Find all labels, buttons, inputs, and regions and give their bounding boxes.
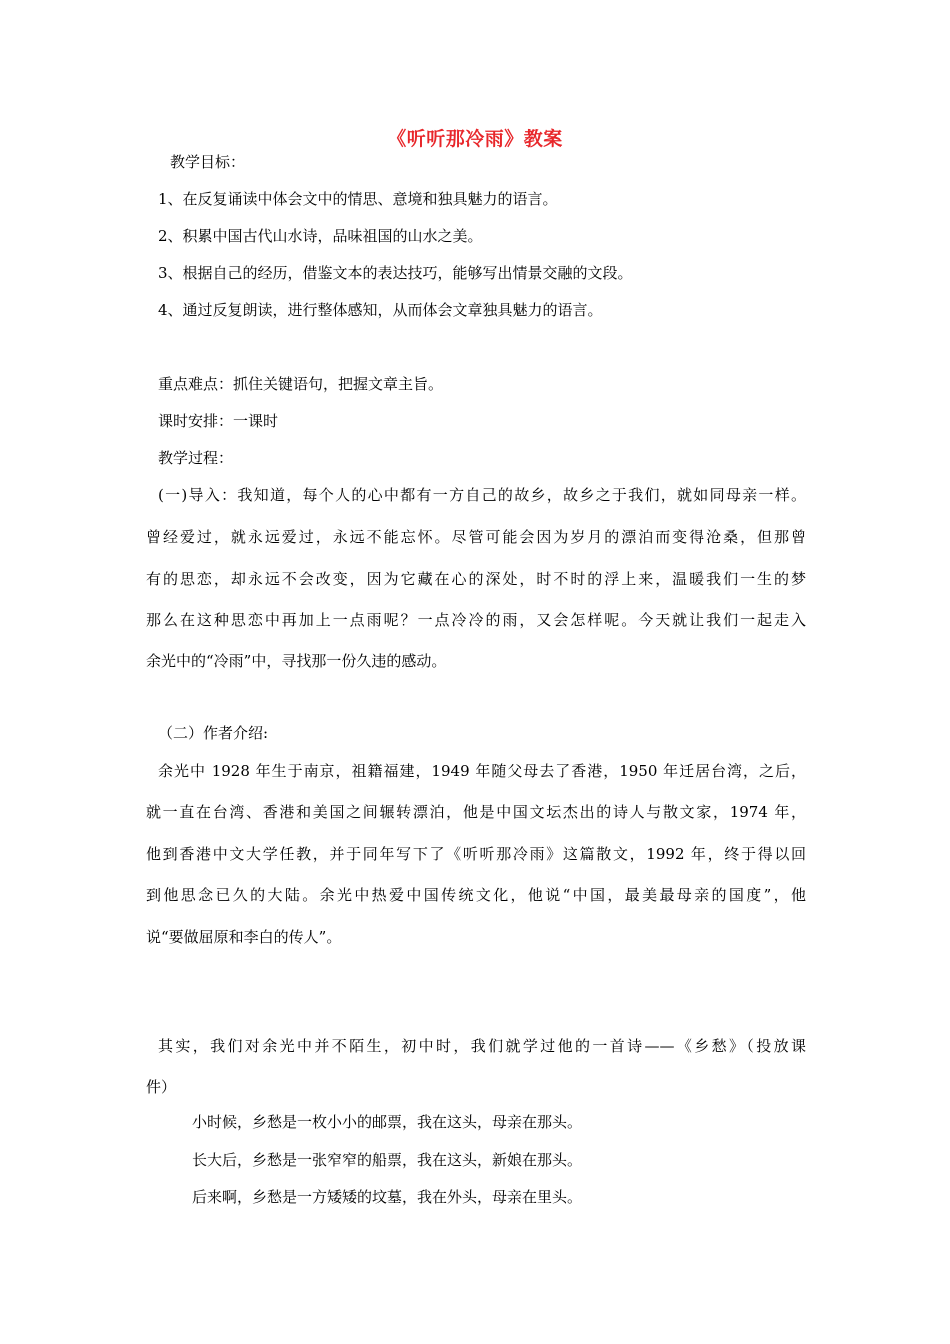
poem-intro-line-2: 件） [146,1078,177,1096]
author-line-4: 到他思念已久的大陆。余光中热爱中国传统文化，他说“中国，最美最母亲的国度”，他 [146,886,806,904]
goal-item-1: 1、在反复诵读中体会文中的情思、意境和独具魅力的语言。 [158,190,558,208]
poem-line-2: 长大后，乡愁是一张窄窄的船票，我在这头，新娘在那头。 [192,1151,583,1169]
poem-line-3: 后来啊，乡愁是一方矮矮的坟墓，我在外头，母亲在里头。 [192,1188,583,1206]
intro-line-2: 曾经爱过，就永远爱过，永远不能忘怀。尽管可能会因为岁月的漂泊而变得沧桑，但那曾 [146,528,806,546]
intro-line-5: 余光中的“冷雨”中，寻找那一份久违的感动。 [146,652,447,670]
goal-item-4: 4、通过反复朗读，进行整体感知，从而体会文章独具魅力的语言。 [158,301,603,319]
document-title: 《听听那冷雨》教案 [387,128,563,150]
intro-line-1: (一)导入：我知道，每个人的心中都有一方自己的故乡，故乡之于我们，就如同母亲一样。 [158,486,806,504]
author-line-5: 说“要做屈原和李白的传人”。 [146,928,342,946]
author-heading: （二）作者介绍: [158,724,269,742]
schedule: 课时安排：一课时 [158,412,279,430]
goals-heading: 教学目标： [170,153,246,171]
poem-line-1: 小时候，乡愁是一枚小小的邮票，我在这头，母亲在那头。 [192,1113,583,1131]
process-heading: 教学过程： [158,449,234,467]
author-line-2: 就一直在台湾、香港和美国之间辗转漂泊，他是中国文坛杰出的诗人与散文家，1974 年， [146,803,806,821]
author-line-1: 余光中 1928 年生于南京，祖籍福建，1949 年随父母去了香港，1950 年迁居台湾，之后， [158,762,806,780]
goal-item-2: 2、积累中国古代山水诗，品味祖国的山水之美。 [158,227,483,245]
poem-intro-line-1: 其实，我们对余光中并不陌生，初中时，我们就学过他的一首诗——《乡愁》（投放课 [158,1037,806,1055]
key-points: 重点难点：抓住关键语句，把握文章主旨。 [158,375,444,393]
goal-item-3: 3、根据自己的经历，借鉴文本的表达技巧，能够写出情景交融的文段。 [158,264,633,282]
author-line-3: 他到香港中文大学任教，并于同年写下了《听听那冷雨》这篇散文，1992 年，终于得以回 [146,845,806,863]
intro-line-3: 有的思恋，却永远不会改变，因为它藏在心的深处，时不时的浮上来，温暖我们一生的梦 [146,570,806,588]
intro-line-4: 那么在这种思恋中再加上一点雨呢？一点冷冷的雨，又会怎样呢。今天就让我们一起走入 [146,611,806,629]
